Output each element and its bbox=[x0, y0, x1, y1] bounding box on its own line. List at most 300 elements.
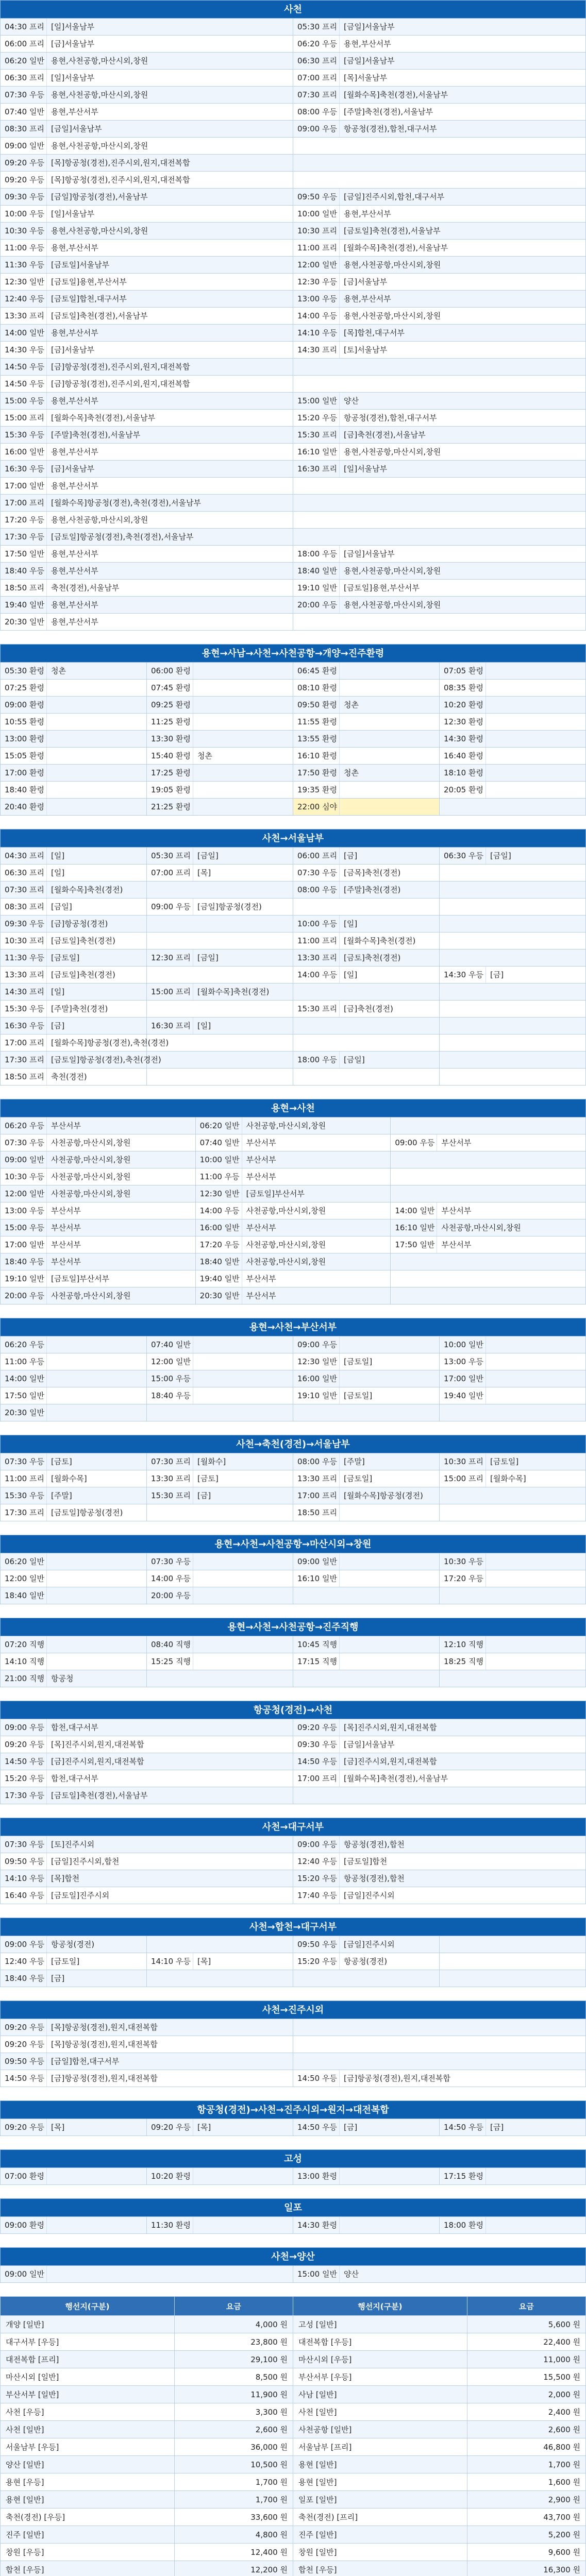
route-stops: [금일] bbox=[197, 953, 219, 962]
fare-destination: 사천공항 [일반] bbox=[293, 2421, 467, 2438]
route-stops bbox=[340, 1404, 439, 1421]
departure-time: 09:00 우등 bbox=[147, 899, 193, 915]
timetable-cell bbox=[440, 916, 585, 933]
timetable-section bbox=[0, 644, 586, 816]
timetable-cell bbox=[147, 1570, 293, 1587]
route-stops: [금일]진주시외,합천 bbox=[51, 1857, 120, 1866]
route-stops bbox=[340, 1336, 439, 1353]
route-stops: 부산서부 bbox=[246, 1274, 276, 1283]
timetable-cell bbox=[1, 2119, 147, 2136]
route-stops: [금일] bbox=[344, 1055, 365, 1064]
route-stops bbox=[437, 1253, 585, 1270]
departure-time: 14:10 우등 bbox=[147, 1953, 193, 1970]
route-stops: [일] bbox=[344, 919, 358, 928]
route-stops: [월화수목]축천(경전) bbox=[344, 936, 416, 945]
timetable-cell bbox=[440, 1001, 585, 1018]
timetable-row bbox=[0, 325, 586, 342]
timetable-row bbox=[0, 308, 586, 325]
fare-price: 4,800 원 bbox=[174, 2526, 293, 2544]
departure-time: 16:00 일반 bbox=[1, 444, 47, 460]
route-stops bbox=[486, 1069, 585, 1085]
route-stops bbox=[193, 1052, 293, 1068]
timetable-row bbox=[0, 714, 586, 731]
route-stops: [일]서울남부 bbox=[344, 464, 388, 473]
departure-time bbox=[293, 1787, 340, 1804]
timetable-cell bbox=[147, 731, 293, 748]
section-title: 일포 bbox=[0, 2198, 586, 2217]
departure-time bbox=[147, 1069, 193, 1085]
timetable-cell bbox=[293, 2168, 440, 2185]
timetable-section bbox=[0, 1818, 586, 1904]
timetable-cell bbox=[293, 223, 585, 240]
departure-time: 10:00 일반 bbox=[293, 206, 340, 222]
route-stops bbox=[486, 1504, 585, 1521]
departure-time bbox=[147, 1052, 193, 1068]
timetable-cell bbox=[147, 663, 293, 680]
route-stops bbox=[340, 2217, 439, 2233]
timetable-cell bbox=[1, 680, 147, 697]
route-stops bbox=[193, 714, 293, 730]
timetable-cell bbox=[293, 714, 440, 731]
timetable-row bbox=[0, 1470, 586, 1487]
timetable-row bbox=[0, 1636, 586, 1653]
timetable-cell bbox=[1, 1953, 147, 1970]
timetable-row bbox=[0, 461, 586, 478]
timetable-section bbox=[0, 829, 586, 1086]
departure-time: 06:00 프리 bbox=[1, 36, 47, 52]
departure-time: 10:55 환령 bbox=[1, 714, 47, 730]
route-stops: [금목]축천(경전) bbox=[344, 868, 401, 877]
fare-destination: 일포 [일반] bbox=[293, 2491, 467, 2509]
departure-time: 15:00 프리 bbox=[1, 410, 47, 426]
timetable-cell bbox=[196, 1117, 391, 1134]
route-stops: [금일]서울남부 bbox=[344, 1740, 395, 1749]
timetable-cell bbox=[1, 1570, 147, 1587]
timetable-row bbox=[0, 121, 586, 138]
route-stops: [금]항공청(경전),진주시외,원지,대전복합 bbox=[51, 362, 190, 371]
timetable-cell bbox=[147, 899, 293, 916]
route-stops: 사천공항,마산시외,창원 bbox=[51, 1155, 131, 1164]
route-stops bbox=[340, 478, 585, 494]
timetable-cell bbox=[293, 1753, 585, 1770]
timetable-cell bbox=[293, 1336, 440, 1353]
departure-time: 11:30 우등 bbox=[1, 257, 47, 273]
fare-destination: 합천 [우등] bbox=[1, 2561, 175, 2576]
departure-time: 17:30 우등 bbox=[1, 1787, 47, 1804]
route-stops bbox=[437, 1270, 585, 1287]
timetable-cell bbox=[293, 865, 440, 882]
departure-time: 14:00 일반 bbox=[1, 1370, 47, 1387]
timetable-row bbox=[0, 933, 586, 950]
departure-time: 09:00 환령 bbox=[1, 2217, 47, 2233]
departure-time: 15:40 환령 bbox=[147, 748, 193, 764]
route-stops bbox=[193, 882, 293, 898]
timetable-cell bbox=[440, 1370, 585, 1387]
departure-time: 09:50 우등 bbox=[293, 1936, 340, 1953]
route-stops: 항공청(경전) bbox=[51, 1940, 95, 1949]
departure-time: 14:50 우등 bbox=[293, 2119, 340, 2136]
section-title: 용현→사천→부산서부 bbox=[0, 1318, 586, 1336]
route-stops: 사천공항,마산시외,창원 bbox=[246, 1206, 326, 1215]
departure-time: 18:50 프리 bbox=[1, 580, 47, 596]
timetable-cell bbox=[1, 597, 293, 614]
section-title: 사천→양산 bbox=[0, 2247, 586, 2266]
route-stops: [일] bbox=[51, 987, 65, 996]
timetable-row bbox=[0, 1587, 586, 1604]
section-title: 고성 bbox=[0, 2149, 586, 2168]
departure-time: 21:00 직행 bbox=[1, 1670, 47, 1687]
route-stops bbox=[486, 2168, 585, 2184]
timetable-cell bbox=[1, 546, 293, 563]
timetable-cell bbox=[1, 1736, 293, 1753]
fare-destination: 진주 [일반] bbox=[1, 2526, 175, 2544]
route-stops: [금토일] bbox=[344, 1357, 373, 1366]
route-stops bbox=[193, 1636, 293, 1653]
timetable-cell bbox=[1, 529, 293, 546]
departure-time: 18:40 일반 bbox=[196, 1253, 242, 1270]
fare-destination: 대전복합 [프리] bbox=[1, 2351, 175, 2368]
timetable-cell bbox=[147, 1453, 293, 1470]
route-stops bbox=[47, 1370, 146, 1387]
timetable-cell bbox=[147, 2217, 293, 2234]
fare-destination: 양산 [일반] bbox=[1, 2456, 175, 2473]
departure-time: 09:30 우등 bbox=[1, 916, 47, 932]
departure-time: 06:20 우등 bbox=[1, 1117, 47, 1134]
route-stops: [금일] bbox=[51, 902, 72, 911]
timetable-row bbox=[0, 172, 586, 189]
route-stops: 부산서부 bbox=[246, 1172, 276, 1181]
timetable-cell bbox=[293, 1018, 440, 1035]
departure-time: 17:20 우등 bbox=[440, 1570, 486, 1587]
timetable-cell bbox=[147, 1970, 293, 1987]
route-stops: 부산서부 bbox=[246, 1291, 276, 1300]
route-stops: 부산서부 bbox=[51, 1223, 81, 1232]
timetable-row bbox=[0, 1719, 586, 1736]
section-title: 항공청(경전)→사천 bbox=[0, 1701, 586, 1719]
departure-time: 09:00 환령 bbox=[1, 697, 47, 713]
timetable-row bbox=[0, 1134, 586, 1151]
timetable-cell bbox=[391, 1219, 585, 1236]
departure-time: 17:00 프리 bbox=[293, 1770, 340, 1787]
timetable-row bbox=[0, 1504, 586, 1521]
route-stops: [월화수목]축천(경전),서울남부 bbox=[51, 413, 156, 422]
route-stops bbox=[486, 1653, 585, 1670]
departure-time: 07:25 환령 bbox=[1, 680, 47, 696]
fare-destination: 고성 [일반] bbox=[293, 2316, 467, 2333]
departure-time: 07:30 우등 bbox=[1, 1836, 47, 1853]
departure-time: 18:00 우등 bbox=[293, 546, 340, 562]
timetable-cell bbox=[293, 1970, 440, 1987]
timetable-cell bbox=[1, 663, 147, 680]
route-stops bbox=[193, 1353, 293, 1370]
timetable-cell bbox=[1, 1052, 161, 1069]
departure-time: 19:05 환령 bbox=[147, 782, 193, 798]
timetable-cell bbox=[1, 799, 147, 816]
route-stops: [목]진주시외,원지,대전복합 bbox=[51, 1740, 144, 1749]
timetable-row bbox=[0, 274, 586, 291]
departure-time bbox=[293, 512, 340, 528]
departure-time: 18:40 우등 bbox=[147, 1387, 193, 1404]
timetable-rows bbox=[0, 2266, 586, 2283]
route-stops: 합천,대구서부 bbox=[51, 1723, 98, 1732]
timetable-cell bbox=[1, 104, 293, 121]
timetable-cell bbox=[1, 1117, 196, 1134]
timetable-cell bbox=[293, 916, 440, 933]
departure-time: 16:10 환령 bbox=[293, 748, 340, 764]
departure-time: 15:30 우등 bbox=[1, 1487, 47, 1504]
route-stops: [금토] bbox=[51, 1457, 72, 1466]
departure-time: 09:20 우등 bbox=[1, 155, 47, 171]
route-stops bbox=[193, 799, 293, 815]
timetable-cell bbox=[293, 1836, 585, 1853]
timetable-row bbox=[0, 36, 586, 53]
departure-time bbox=[391, 1168, 437, 1185]
departure-time: 07:00 프리 bbox=[147, 865, 193, 881]
timetable-cell bbox=[1, 1553, 147, 1570]
fare-destination: 용현 [일반] bbox=[1, 2491, 175, 2509]
route-stops: [금]축천(경전),서울남부 bbox=[344, 430, 426, 439]
departure-time: 17:50 일반 bbox=[391, 1236, 437, 1253]
departure-time: 18:40 우등 bbox=[1, 1253, 47, 1270]
departure-time bbox=[440, 1670, 486, 1687]
departure-time: 07:45 환령 bbox=[147, 680, 193, 696]
departure-time: 18:10 환령 bbox=[440, 765, 486, 781]
route-stops bbox=[193, 782, 293, 798]
route-stops bbox=[193, 1069, 293, 1085]
departure-time: 14:00 일반 bbox=[1, 325, 47, 341]
route-stops: [금토일] bbox=[490, 1457, 519, 1466]
departure-time: 09:20 우등 bbox=[147, 2119, 193, 2136]
departure-time: 17:50 일반 bbox=[1, 1387, 47, 1404]
fare-row bbox=[1, 2421, 586, 2438]
timetable-cell bbox=[293, 1787, 585, 1804]
route-stops: [목] bbox=[51, 2123, 65, 2132]
timetable-cell bbox=[293, 1770, 585, 1787]
route-stops bbox=[340, 899, 439, 915]
route-stops bbox=[486, 1553, 585, 1570]
timetable-section bbox=[0, 1618, 586, 1687]
timetable-cell bbox=[440, 1487, 585, 1504]
route-stops bbox=[193, 1370, 293, 1387]
timetable-cell bbox=[440, 899, 585, 916]
timetable-row bbox=[0, 1836, 586, 1853]
departure-time: 14:30 프리 bbox=[1, 984, 47, 1000]
timetable-cell bbox=[1, 1653, 147, 1670]
timetable-rows bbox=[0, 1719, 586, 1804]
timetable-row bbox=[0, 1670, 586, 1687]
timetable-cell bbox=[440, 967, 585, 984]
route-stops: [일] bbox=[344, 970, 358, 979]
timetable-cell bbox=[1, 240, 293, 257]
departure-time: 05:30 환령 bbox=[1, 663, 47, 679]
timetable-cell bbox=[440, 1069, 585, 1086]
route-stops bbox=[340, 1587, 439, 1604]
route-stops bbox=[193, 1404, 293, 1421]
departure-time: 13:30 프리 bbox=[293, 1470, 340, 1487]
timetable-cell bbox=[293, 376, 585, 393]
route-stops: 청촌 bbox=[344, 700, 359, 709]
timetable-cell bbox=[147, 1487, 293, 1504]
timetable-row bbox=[0, 1253, 586, 1270]
route-stops: [일] bbox=[51, 851, 65, 860]
route-stops bbox=[47, 1570, 146, 1587]
departure-time: 08:00 우등 bbox=[293, 882, 340, 898]
fare-row bbox=[1, 2491, 586, 2509]
section-title: 항공청(경전)→사천→진주시외→원지→대전복합 bbox=[0, 2100, 586, 2119]
route-stops bbox=[340, 359, 585, 375]
fare-row bbox=[1, 2456, 586, 2473]
route-stops: [금일] bbox=[197, 851, 219, 860]
route-stops: [월화수목]항공청(경전) bbox=[344, 1491, 423, 1500]
timetable-cell bbox=[1, 155, 293, 172]
timetable-rows bbox=[0, 2019, 586, 2087]
departure-time: 17:40 우등 bbox=[293, 1887, 340, 1904]
timetable-cell bbox=[1, 393, 293, 410]
departure-time: 19:40 일반 bbox=[196, 1270, 242, 1287]
departure-time: 10:45 직행 bbox=[293, 1636, 340, 1653]
timetable-cell bbox=[440, 731, 585, 748]
timetable-row bbox=[0, 444, 586, 461]
timetable-cell bbox=[147, 697, 293, 714]
departure-time: 08:00 우등 bbox=[293, 104, 340, 120]
departure-time: 18:00 환령 bbox=[440, 2217, 486, 2233]
departure-time bbox=[391, 1117, 437, 1134]
timetable-cell bbox=[1, 1134, 196, 1151]
timetable-cell bbox=[293, 70, 585, 87]
departure-time: 20:00 우등 bbox=[293, 597, 340, 613]
fare-destination: 서울남부 [프리] bbox=[293, 2438, 467, 2456]
timetable-cell bbox=[440, 933, 585, 950]
departure-time: 12:30 프리 bbox=[147, 950, 193, 966]
departure-time: 13:00 우등 bbox=[1, 1202, 47, 1219]
route-stops: [금토일]축천(경전) bbox=[51, 970, 115, 979]
route-stops bbox=[340, 680, 439, 696]
route-stops: [금토일]서울남부 bbox=[51, 260, 110, 269]
timetable-cell bbox=[147, 916, 293, 933]
departure-time: 12:30 우등 bbox=[293, 274, 340, 290]
departure-time: 15:20 우등 bbox=[1, 1770, 47, 1787]
route-stops: [월화수목]항공청(경전),축천(경전) bbox=[51, 1038, 169, 1047]
route-stops bbox=[47, 2168, 146, 2184]
route-stops bbox=[193, 1504, 293, 1521]
timetable-cell bbox=[196, 1168, 391, 1185]
departure-time: 20:30 일반 bbox=[1, 614, 47, 630]
departure-time: 10:30 프리 bbox=[1, 933, 47, 949]
timetable-cell bbox=[196, 1236, 391, 1253]
route-stops bbox=[193, 1653, 293, 1670]
departure-time: 05:30 프리 bbox=[147, 848, 193, 864]
fare-price: 2,000 원 bbox=[467, 2386, 585, 2403]
route-stops bbox=[486, 1970, 585, 1987]
fare-price: 11,900 원 bbox=[174, 2386, 293, 2403]
departure-time: 17:20 우등 bbox=[196, 1236, 242, 1253]
route-stops bbox=[340, 2036, 585, 2053]
timetable-row bbox=[0, 1570, 586, 1587]
route-stops: [금일]합천,대구서부 bbox=[51, 2057, 120, 2066]
route-stops: 청촌 bbox=[51, 666, 66, 675]
departure-time: 20:00 우등 bbox=[147, 1587, 193, 1604]
route-stops bbox=[340, 1670, 439, 1687]
timetable-cell bbox=[293, 427, 585, 444]
timetable-cell bbox=[1, 1168, 196, 1185]
route-stops bbox=[486, 714, 585, 730]
timetable-cell bbox=[1, 1202, 196, 1219]
departure-time bbox=[440, 933, 486, 949]
departure-time: 18:40 우등 bbox=[1, 563, 47, 579]
route-stops: [월화수목]축천(경전),서울남부 bbox=[344, 1774, 448, 1783]
departure-time: 17:50 환령 bbox=[293, 765, 340, 781]
timetable-rows bbox=[0, 848, 586, 1086]
timetable-cell bbox=[440, 748, 585, 765]
route-stops: 부산서부 bbox=[51, 1121, 81, 1130]
timetable-cell bbox=[196, 1185, 391, 1202]
timetable-cell bbox=[1, 53, 293, 70]
route-stops: [금토일]항공청(경전),축천(경전) bbox=[51, 1055, 161, 1064]
timetable-cell bbox=[293, 274, 585, 291]
departure-time: 18:40 일반 bbox=[293, 563, 340, 579]
timetable-row bbox=[0, 731, 586, 748]
timetable-cell bbox=[147, 1387, 293, 1404]
timetable-cell bbox=[293, 512, 585, 529]
fare-destination: 마산시외 [우등] bbox=[293, 2351, 467, 2368]
route-stops bbox=[340, 1970, 439, 1987]
departure-time: 09:00 일반 bbox=[1, 2266, 47, 2282]
fare-destination: 서울남부 [우등] bbox=[1, 2438, 175, 2456]
timetable-row bbox=[0, 478, 586, 495]
route-stops: [금] bbox=[490, 970, 504, 979]
timetable-cell bbox=[147, 714, 293, 731]
departure-time: 18:40 일반 bbox=[1, 1587, 47, 1604]
timetable-row bbox=[0, 1052, 586, 1069]
timetable-cell bbox=[391, 1253, 585, 1270]
fare-row bbox=[1, 2509, 586, 2526]
route-stops: [금토일]진주시외 bbox=[51, 1891, 110, 1900]
route-stops bbox=[486, 748, 585, 764]
route-stops: 용현,사천공항,마산시외,창원 bbox=[344, 600, 441, 609]
timetable-cell bbox=[147, 1504, 293, 1521]
timetable-cell bbox=[147, 1553, 293, 1570]
timetable-cell bbox=[293, 967, 440, 984]
route-stops bbox=[437, 1287, 585, 1304]
timetable-cell bbox=[391, 1117, 585, 1134]
timetable-row bbox=[0, 2070, 586, 2087]
timetable-cell bbox=[1, 1836, 293, 1853]
timetable-cell bbox=[293, 1370, 440, 1387]
timetable-cell bbox=[1, 444, 293, 461]
departure-time: 13:00 환령 bbox=[1, 731, 47, 747]
fare-destination: 용현 [일반] bbox=[293, 2456, 467, 2473]
route-stops bbox=[340, 376, 585, 392]
departure-time: 09:00 우등 bbox=[1, 1936, 47, 1953]
timetable-cell bbox=[1, 2053, 293, 2070]
route-stops: 부산서부 bbox=[51, 1206, 81, 1215]
departure-time bbox=[147, 1001, 193, 1017]
timetable-cell bbox=[147, 1035, 293, 1052]
timetable-cell bbox=[1, 580, 293, 597]
timetable-cell bbox=[293, 1870, 585, 1887]
departure-time: 08:10 환령 bbox=[293, 680, 340, 696]
timetable-cell bbox=[1, 1185, 196, 1202]
departure-time: 08:40 직행 bbox=[147, 1636, 193, 1653]
timetable-cell bbox=[1, 1753, 293, 1770]
fare-price: 1,700 원 bbox=[174, 2473, 293, 2491]
route-stops: [금]서울남부 bbox=[344, 277, 388, 286]
fare-row bbox=[1, 2526, 586, 2544]
timetable-rows bbox=[0, 1836, 586, 1904]
route-stops bbox=[193, 765, 293, 781]
timetable-cell bbox=[1, 291, 293, 308]
timetable-cell bbox=[147, 1353, 293, 1370]
